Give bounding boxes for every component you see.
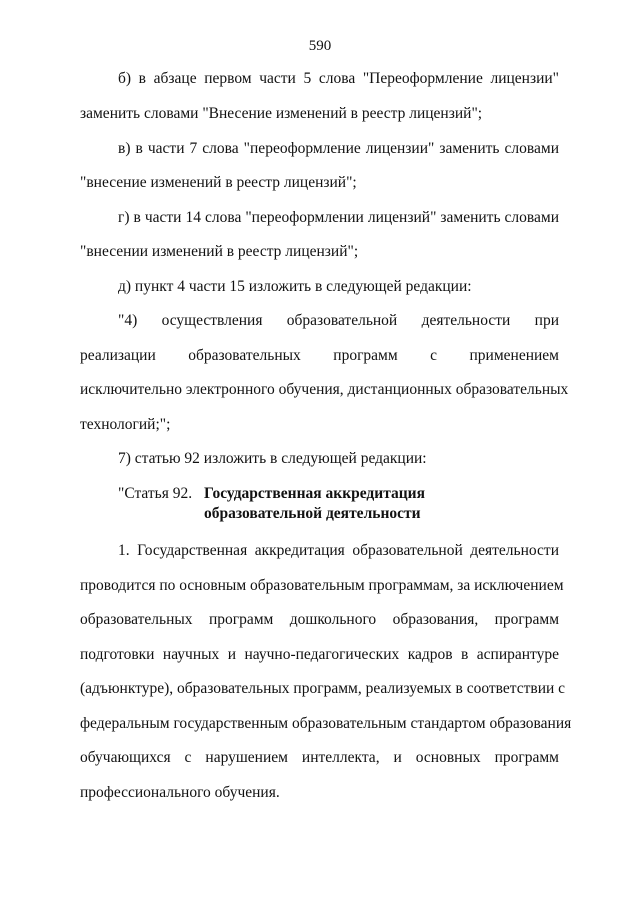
article-title-line: Государственная аккредитация bbox=[204, 485, 426, 502]
text-line: "внесение изменений в реестр лицензий"; bbox=[80, 174, 357, 191]
text-line: реализации образовательных программ с применением bbox=[80, 347, 559, 364]
page-number: 590 bbox=[308, 38, 332, 54]
paragraph-line: образовательных программ дошкольного образования, программ bbox=[80, 611, 559, 628]
text-line: заменить словами "Внесение изменений в реестр лицензий"; bbox=[80, 105, 483, 122]
paragraph-line: федеральным государственным образовательным стандартом образования bbox=[80, 715, 572, 732]
paragraph-line: профессионального обучения. bbox=[80, 784, 280, 801]
article-label: "Статья 92. bbox=[118, 485, 193, 502]
text-line: исключительно электронного обучения, дистанционных образовательных bbox=[80, 381, 569, 398]
text-line: "внесении изменений в реестр лицензий"; bbox=[80, 243, 359, 260]
text-line-item-4: "4) осуществления образовательной деятельности при bbox=[118, 312, 559, 329]
paragraph-line: подготовки научных и научно-педагогических кадров в аспирантуре bbox=[80, 646, 559, 663]
text-line: технологий;"; bbox=[80, 416, 171, 433]
article-heading bbox=[118, 484, 559, 524]
paragraph-line: (адъюнктуре), образовательных программ, реализуемых в соответствии с bbox=[80, 680, 566, 697]
text-line-g: г) в части 14 слова "переоформлении лицензий" заменить словами bbox=[118, 209, 559, 226]
paragraph-line: проводится по основным образовательным программам, за исключением bbox=[80, 577, 564, 594]
text-line-v: в) в части 7 слова "переоформление лицензии" заменить словами bbox=[118, 140, 559, 157]
paragraph-line-1: 1. Государственная аккредитация образовательной деятельности bbox=[118, 542, 559, 559]
article-title bbox=[204, 484, 534, 524]
paragraph-line: обучающихся с нарушением интеллекта, и основных программ bbox=[80, 749, 559, 766]
text-line-d: д) пункт 4 части 15 изложить в следующей редакции: bbox=[118, 278, 472, 295]
text-line-7: 7) статью 92 изложить в следующей редакции: bbox=[118, 450, 427, 467]
text-line-b: б) в абзаце первом части 5 слова "Переоформление лицензии" bbox=[118, 70, 559, 87]
article-title-line: образовательной деятельности bbox=[204, 505, 421, 522]
